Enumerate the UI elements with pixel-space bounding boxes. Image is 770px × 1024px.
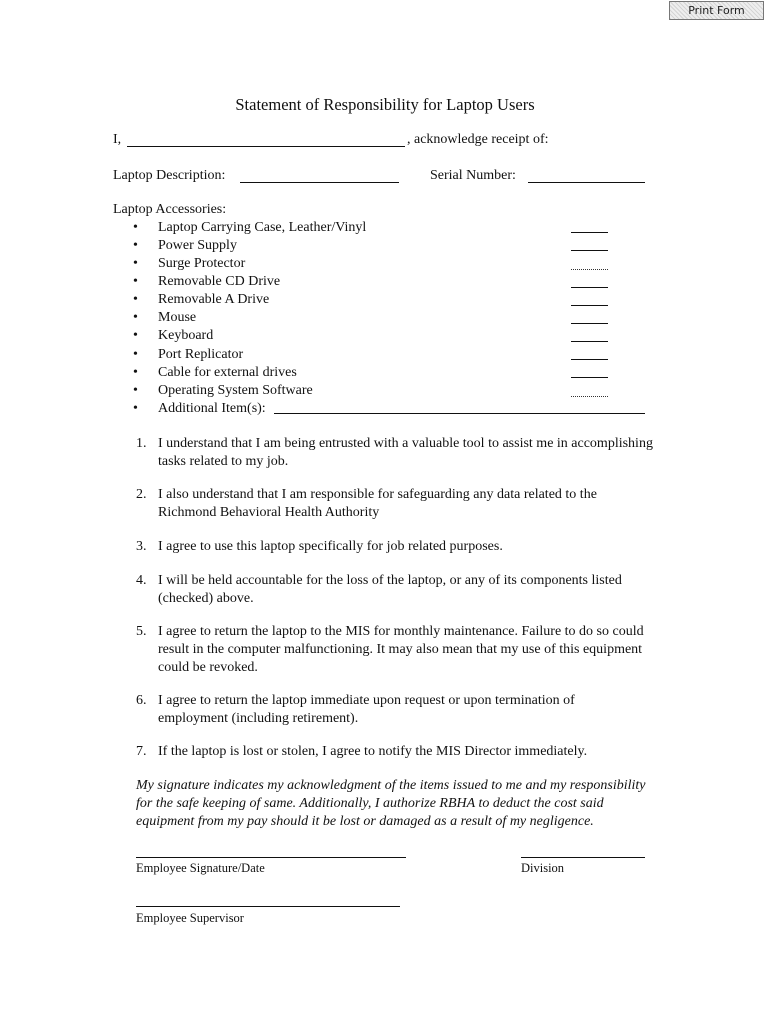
document-title: Statement of Responsibility for Laptop Users [235, 95, 535, 114]
serial-number-label: Serial Number: [430, 168, 516, 183]
accessory-item: Removable A Drive [158, 292, 270, 307]
accessory-item: Power Supply [158, 238, 237, 253]
accessory-item: Laptop Carrying Case, Leather/Vinyl [158, 220, 367, 235]
statement-text: If the laptop is lost or stolen, I agree to notify the MIS Director immediately. [158, 744, 588, 759]
employee-signature-label: Employee Signature/Date [136, 861, 265, 875]
ack-suffix: , acknowledge receipt of: [407, 132, 549, 147]
accessory-item: Cable for external drives [158, 365, 297, 380]
bullet: • [133, 256, 138, 271]
bullet: • [133, 220, 138, 235]
statement-text: I agree to return the laptop to the MIS for monthly maintenance. Failure to do so could result in the computer malfunctioning. It may also mean that my use of this equipment could be revoked. [158, 624, 644, 675]
statement-number: 7. [136, 744, 147, 759]
accessory-checkbox[interactable] [571, 269, 608, 270]
statement-number: 4. [136, 573, 147, 588]
statement-number: 1. [136, 436, 147, 451]
bullet: • [133, 292, 138, 307]
supervisor-label: Employee Supervisor [136, 911, 244, 925]
accessory-checkbox[interactable] [571, 305, 608, 306]
statement-number: 3. [136, 539, 147, 554]
additional-items-field[interactable] [274, 413, 645, 414]
accessories-heading: Laptop Accessories: [113, 202, 227, 217]
statement-text: I understand that I am being entrusted with a valuable tool to assist me in accomplishing tasks related to my job. [158, 436, 653, 469]
bullet: • [133, 328, 138, 343]
bullet: • [133, 310, 138, 325]
accessory-item: Port Replicator [158, 347, 244, 362]
serial-number-field[interactable] [528, 182, 645, 183]
statement-text: I also understand that I am responsible for safeguarding any data related to the Richmond Behavioral Health Authority [158, 487, 597, 520]
statement-text: I agree to use this laptop specifically for job related purposes. [158, 539, 503, 554]
statement-text: I will be held accountable for the loss of the laptop, or any of its components listed (checked) above. [158, 573, 622, 606]
ack-prefix: I, [113, 132, 122, 147]
accessory-item: Removable CD Drive [158, 274, 281, 289]
additional-items-label: Additional Item(s): [158, 401, 266, 416]
accessory-checkbox[interactable] [571, 287, 608, 288]
accessory-item: Surge Protector [158, 256, 246, 271]
accessory-item: Mouse [158, 310, 197, 325]
accessory-checkbox[interactable] [571, 396, 608, 397]
laptop-description-field[interactable] [240, 182, 399, 183]
bullet: • [133, 347, 138, 362]
statement-number: 6. [136, 693, 147, 708]
bullet: • [133, 274, 138, 289]
employee-signature-field[interactable] [136, 857, 406, 858]
statement-text: I agree to return the laptop immediate upon request or upon termination of employment (including retirement). [158, 693, 575, 726]
statement-number: 2. [136, 487, 147, 502]
accessory-item: Keyboard [158, 328, 214, 343]
accessory-checkbox[interactable] [571, 341, 608, 342]
bullet: • [133, 238, 138, 253]
supervisor-signature-field[interactable] [136, 906, 400, 907]
accessory-item: Operating System Software [158, 383, 313, 398]
accessory-checkbox[interactable] [571, 377, 608, 378]
accessory-checkbox[interactable] [571, 359, 608, 360]
acknowledgment-text: My signature indicates my acknowledgment of the items issued to me and my responsibility for the safe keeping of same. Additionally, I authorize RBHA to deduct the cost said equipment from my pay should it be lost or damaged as a result of my negligence. [136, 778, 646, 829]
bullet: • [133, 401, 138, 416]
bullet: • [133, 383, 138, 398]
statement-number: 5. [136, 624, 147, 639]
division-field[interactable] [521, 857, 645, 858]
division-label: Division [521, 861, 565, 875]
employee-name-field[interactable] [127, 146, 405, 147]
print-form-button[interactable]: Print Form [669, 1, 764, 20]
accessory-checkbox[interactable] [571, 323, 608, 324]
bullet: • [133, 365, 138, 380]
accessory-checkbox[interactable] [571, 250, 608, 251]
laptop-description-label: Laptop Description: [113, 168, 226, 183]
accessory-checkbox[interactable] [571, 232, 608, 233]
